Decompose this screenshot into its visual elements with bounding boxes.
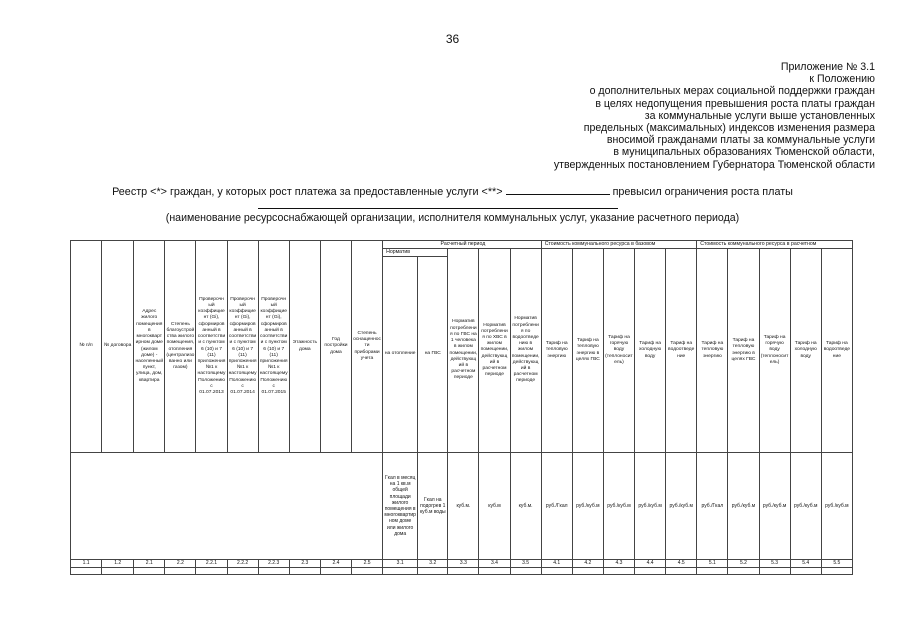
- col-header-2-5: Степень оснащенности приборами учета: [351, 241, 382, 453]
- data-cell[interactable]: [510, 568, 541, 575]
- group-header-cost-base: Стоимость коммунального ресурса в базовом: [541, 241, 697, 249]
- data-cell[interactable]: [635, 568, 666, 575]
- column-number: 5.2: [728, 560, 759, 568]
- column-number: 4.1: [541, 560, 572, 568]
- data-cell[interactable]: [227, 568, 258, 575]
- appendix-line: вносимой гражданами платы за коммунальные услуги: [606, 134, 875, 147]
- data-cell[interactable]: [448, 568, 479, 575]
- data-cell[interactable]: [418, 568, 448, 575]
- service-blank-line: [506, 185, 610, 195]
- data-cell[interactable]: [821, 568, 852, 575]
- data-cell[interactable]: [196, 568, 227, 575]
- data-cell[interactable]: [351, 568, 382, 575]
- appendix-line: Приложение № 3.1: [780, 61, 875, 73]
- data-cell[interactable]: [572, 568, 603, 575]
- unit-3-5: куб.м.: [510, 453, 541, 560]
- appendix-line: к Положению: [809, 73, 875, 86]
- column-number: 4.2: [572, 560, 603, 568]
- column-number: 2.3: [289, 560, 320, 568]
- col-header-5-3: Тариф на горячую воду (теплоноситель): [759, 249, 790, 453]
- data-cell[interactable]: [383, 568, 418, 575]
- column-number: 5.4: [790, 560, 821, 568]
- col-header-4-4: Тариф на холодную воду: [635, 249, 666, 453]
- group-header-calc-period: Расчетный период: [383, 241, 542, 249]
- col-header-4-2: Тариф на тепловую энергию в целях ГВС: [572, 249, 603, 453]
- column-number: 2.2.1: [196, 560, 227, 568]
- registry-title-part1: Реестр <*> граждан, у которых рост платежа за предоставленные услуги <**>: [112, 186, 503, 198]
- col-header-1-2: № договора: [102, 241, 134, 453]
- col-header-2-1: Адрес жилого помещения в многоквартирном доме (жилом доме) - населенный пункт, улица, дом, квартира: [134, 241, 165, 453]
- page-number: 36: [445, 32, 460, 46]
- col-header-5-1: Тариф на тепловую энергию: [697, 249, 728, 453]
- col-header-1-1: № п/п: [71, 241, 102, 453]
- unit-3-4: куб.м: [479, 453, 510, 560]
- column-number: 2.2: [165, 560, 196, 568]
- appendix-line: о дополнительных мерах социальной поддержки граждан: [589, 85, 875, 98]
- organization-caption: (наименование ресурсоснабжающей организации, исполнителя коммунальных услуг, указание расчетного периода): [165, 212, 740, 224]
- col-header-3-2: на ГВС: [418, 257, 448, 453]
- data-cell[interactable]: [320, 568, 351, 575]
- column-number: 5.1: [697, 560, 728, 568]
- unit-5-1: руб./Гкал: [697, 453, 728, 560]
- col-header-2-3: Этажность дома: [289, 241, 320, 453]
- col-header-2-2-3: Проверочный коэффициент (Gi), сформированный в соответствии с пунктом 6 (10) и 7 (11) приложения №1 к настоящему Положению с 01.07.2015: [258, 241, 289, 453]
- unit-4-4: руб./куб.м: [635, 453, 666, 560]
- unit-5-5: руб./куб.м: [821, 453, 852, 560]
- column-number: 3.4: [479, 560, 510, 568]
- col-header-2-4: Год постройки дома: [320, 241, 351, 453]
- column-number: 3.1: [383, 560, 418, 568]
- appendix-line: предельных (максимальных) индексов изменения размера: [583, 122, 875, 135]
- unit-4-1: руб./Гкал: [541, 453, 572, 560]
- registry-table: [70, 240, 853, 575]
- column-number: 2.5: [351, 560, 382, 568]
- column-number: 3.5: [510, 560, 541, 568]
- data-cell[interactable]: [258, 568, 289, 575]
- column-number: 5.5: [821, 560, 852, 568]
- appendix-block: [455, 61, 875, 171]
- column-number: 4.4: [635, 560, 666, 568]
- col-header-3-1: на отопление: [383, 257, 418, 453]
- col-header-5-5: Тариф на водоотведение: [821, 249, 852, 453]
- registry-title-part2: превысил ограничения роста платы: [612, 186, 793, 198]
- unit-3-1: Гкал в месяц на 1 кв.м общей площади жилого помещения в многоквартирном доме или жилого дома: [383, 453, 418, 560]
- col-header-4-5: Тариф на водоотведение: [666, 249, 697, 453]
- data-cell[interactable]: [71, 568, 102, 575]
- appendix-line: утвержденных постановлением Губернатора Тюменской области: [553, 158, 875, 171]
- unit-5-4: руб./куб.м: [790, 453, 821, 560]
- data-cell[interactable]: [728, 568, 759, 575]
- unit-3-2: Гкал на подогрев 1 куб.м воды: [418, 453, 448, 560]
- col-header-2-2-2: Проверочный коэффициент (Gi), сформированный в соответствии с пунктом 6 (10) и 7 (11) приложения №1 к настоящему Положению с 01.07.2014: [227, 241, 258, 453]
- col-header-5-4: Тариф на холодную воду: [790, 249, 821, 453]
- col-header-4-1: Тариф на тепловую энергию: [541, 249, 572, 453]
- unit-3-3: куб.м.: [448, 453, 479, 560]
- data-cell[interactable]: [289, 568, 320, 575]
- column-number: 2.4: [320, 560, 351, 568]
- unit-4-2: руб./куб.м: [572, 453, 603, 560]
- column-number: 3.2: [418, 560, 448, 568]
- unit-5-2: руб./куб.м: [728, 453, 759, 560]
- data-cell[interactable]: [541, 568, 572, 575]
- appendix-line: в муниципальных образованиях Тюменской области,: [613, 146, 875, 159]
- col-header-5-2: Тариф на тепловую энергию в целях ГВС: [728, 249, 759, 453]
- column-number: 3.3: [448, 560, 479, 568]
- group-header-cost-calc: Стоимость коммунального ресурса в расчетном: [697, 241, 853, 249]
- unit-5-3: руб./куб.м: [759, 453, 790, 560]
- appendix-line: за коммунальные услуги выше установленных: [644, 109, 875, 122]
- column-number: 5.3: [759, 560, 790, 568]
- column-number: 2.1: [134, 560, 165, 568]
- col-header-2-2-1: Проверочный коэффициент (Gi), сформированный в соответствии с пунктом 6 (10) и 7 (11) приложения №1 к настоящему Положению с 01.07.2013: [196, 241, 227, 453]
- unit-4-3: руб./куб.м: [603, 453, 634, 560]
- unit-4-5: руб./куб.м: [666, 453, 697, 560]
- appendix-line: в целях недопущения превышения роста платы граждан: [595, 97, 875, 110]
- organization-blank-line: [258, 208, 618, 209]
- column-number: 2.2.2: [227, 560, 258, 568]
- data-cell[interactable]: [666, 568, 697, 575]
- data-cell[interactable]: [603, 568, 634, 575]
- column-number: 2.2.3: [258, 560, 289, 568]
- col-header-3-3: Норматив потребления по ГВС на 1 человека в жилом помещении, действующий в расчетном периоде: [448, 249, 479, 453]
- data-cell[interactable]: [479, 568, 510, 575]
- column-number: 1.2: [102, 560, 134, 568]
- col-header-4-3: Тариф на горячую воду (теплоноситель): [603, 249, 634, 453]
- data-cell[interactable]: [759, 568, 790, 575]
- data-cell[interactable]: [790, 568, 821, 575]
- unit-row-spacer: [71, 453, 383, 560]
- column-number: 1.1: [71, 560, 102, 568]
- col-header-2-2: Степень благоустройства жилого помещения, отопления (централизованно или газом): [165, 241, 196, 453]
- data-cell[interactable]: [134, 568, 165, 575]
- data-cell[interactable]: [165, 568, 196, 575]
- registry-title: [0, 185, 905, 198]
- col-header-3-5: Норматив потребления по водоотведению в жилом помещении, действующий в расчетном периоде: [510, 249, 541, 453]
- column-number: 4.5: [666, 560, 697, 568]
- data-cell[interactable]: [697, 568, 728, 575]
- group-header-normative: Норматив: [383, 249, 448, 257]
- data-cell[interactable]: [102, 568, 134, 575]
- column-number: 4.3: [603, 560, 634, 568]
- col-header-3-4: Норматив потребления по ХВС в жилом помещении, действующий в расчетном периоде: [479, 249, 510, 453]
